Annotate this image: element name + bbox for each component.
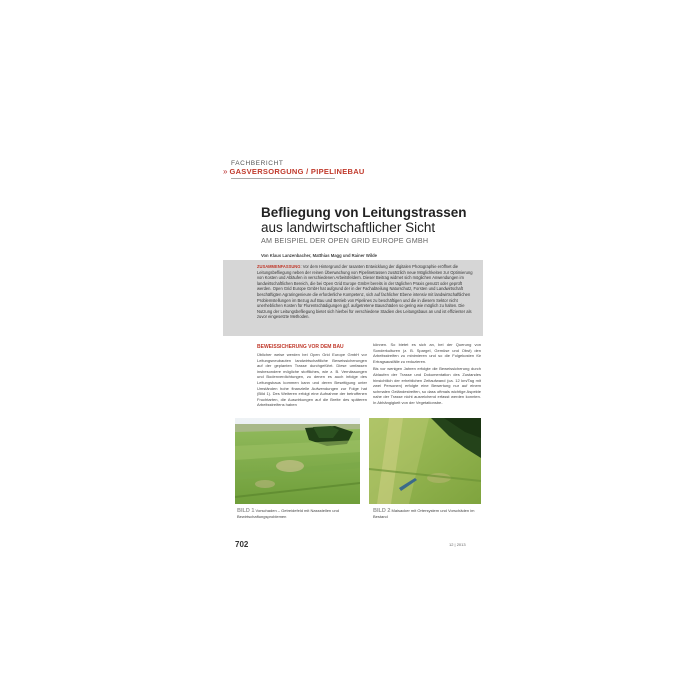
abstract-box (223, 260, 483, 336)
body-paragraph: können. So bietet es sich an, bei der Querung von Sonderkulturen (z. B. Spargel, Gemüse und Obst) den Arbeitsstreifen zu minimieren und so die Folgekosten für Ertragsausfälle zu reduzieren. (373, 342, 481, 364)
double-chevron-icon: » (223, 167, 228, 176)
figure-2-aerial-photo (369, 418, 481, 504)
section-heading: BEWEISSICHERUNG VOR DEM BAU (257, 344, 344, 350)
article-authors: Von Klaus Lanzenbacher, Matthias Magg und Rainer Wilde (261, 253, 377, 258)
article-title-line2: aus landwirtschaftlicher Sicht (261, 220, 436, 235)
abstract-lead: ZUSAMMENFASSUNG (257, 264, 301, 269)
issue-label: 12 | 2013 (449, 542, 466, 547)
figure-1-aerial-photo (235, 418, 360, 504)
page-number: 702 (235, 540, 249, 549)
body-column-1: Üblicher weise werden bei Open Grid Europe GmbH vor Leitungsneubauten landwirtschaftliche Beweissicherungen auf der geplanten Trasse durchgeführt. Diese umfassen insbesondere mögliche stoffliches, wie z. B. Vernässungen und Bodenverdichtungen, zu denen es auch infolge des Leitungsbaus kommen kann und deren Beseitigung unter Umständen hohe finanzielle Aufwendungen zur Folge hat (Bild 1). Des Weiteren erfolgt eine Aufnahme der betroffenen Fruchtarten, die Auswirkungen auf die Breite des späteren Arbeitsstreifens haben (257, 352, 367, 408)
kicker-category: FACHBERICHT (231, 160, 284, 167)
article-title-line1: Befliegung von Leitungstrassen (261, 205, 467, 220)
body-column-2 (373, 342, 481, 408)
figure-1-caption-text: Vorschaden – Getreidefeld mit Nassstellen und Bewirtschaftungsproblemen (237, 508, 339, 519)
abstract-text: : Vor dem Hintergrund der rasanten Entwicklung der digitalen Photographie eröffnet die Leitungsbefliegung neben der reinen Überwachung von Pipelinetrassen zusätzlich neue Möglichkeiten zur Optimierung von Kosten und Abläufen in verschiedenen Arbeitsfeldern. Dieser Beitrag widmet sich möglichen Anwendungen im landwirtschaftlichen Bereich, die bei Open Grid Europe GmbH bereits in der täglichen Praxis genutzt oder geprüft werden. Open Grid Europe GmbH hat aufgrund der in der Fachabteilung Naturschutz, Forsten und Landwirtschaft beschäftigten Agraringenieure die erforderliche Kompetenz, sich auf fachlicher Ebene intensiv mit landwirtschaftlichen Problemstellungen im Bezug auf Bau und Betrieb von Pipelines zu beschäftigen und die in diesem Sektor nicht unerheblichen Kosten für Flurentschädigungen ggf. aufgetretene Bauschäden so gering wie möglich zu halten. Die Nutzung der Leitungsbefliegung bietet sich hierbei für verschiedene Stadien des Leitungsbaus an und ist effizienter als zuvor eingesetzte Methoden. (257, 264, 473, 320)
figure-2-caption-text: Maisacker mit Ortersystem und Vorschäden im Bestand (373, 508, 475, 519)
magazine-page (223, 150, 483, 554)
figure-2-caption (373, 508, 481, 519)
figure-1-label: BILD 1 (237, 508, 255, 514)
abstract (257, 264, 477, 320)
kicker-topic: GASVERSORGUNG / PIPELINEBAU (229, 167, 365, 176)
kicker-row (223, 168, 365, 176)
figure-2-label: BILD 2 (373, 508, 391, 514)
kicker-divider (231, 178, 335, 179)
figure-1-caption (237, 508, 359, 519)
field-photo-2 (369, 418, 481, 504)
field-photo-1 (235, 418, 360, 504)
article-subtitle: AM BEISPIEL DER OPEN GRID EUROPE GMBH (261, 236, 429, 245)
body-paragraph: Bis vor wenigen Jahren erfolgte die Beweissicherung durch Ablaufen der Trasse und Dokumentation des Zustandes hinsichtlich der erheblichen Zeitaufwand (ca. 12 km/Tag mit zwei Personen) erfolgte eine Bewertung nur auf einem schmalen Geländestreifen, so dass oftmals wichtige Aspekte nahe der Trasse nicht ausreichend erfasst werden konnten. In Abhängigkeit von der Vegetationsbe- (373, 366, 481, 405)
